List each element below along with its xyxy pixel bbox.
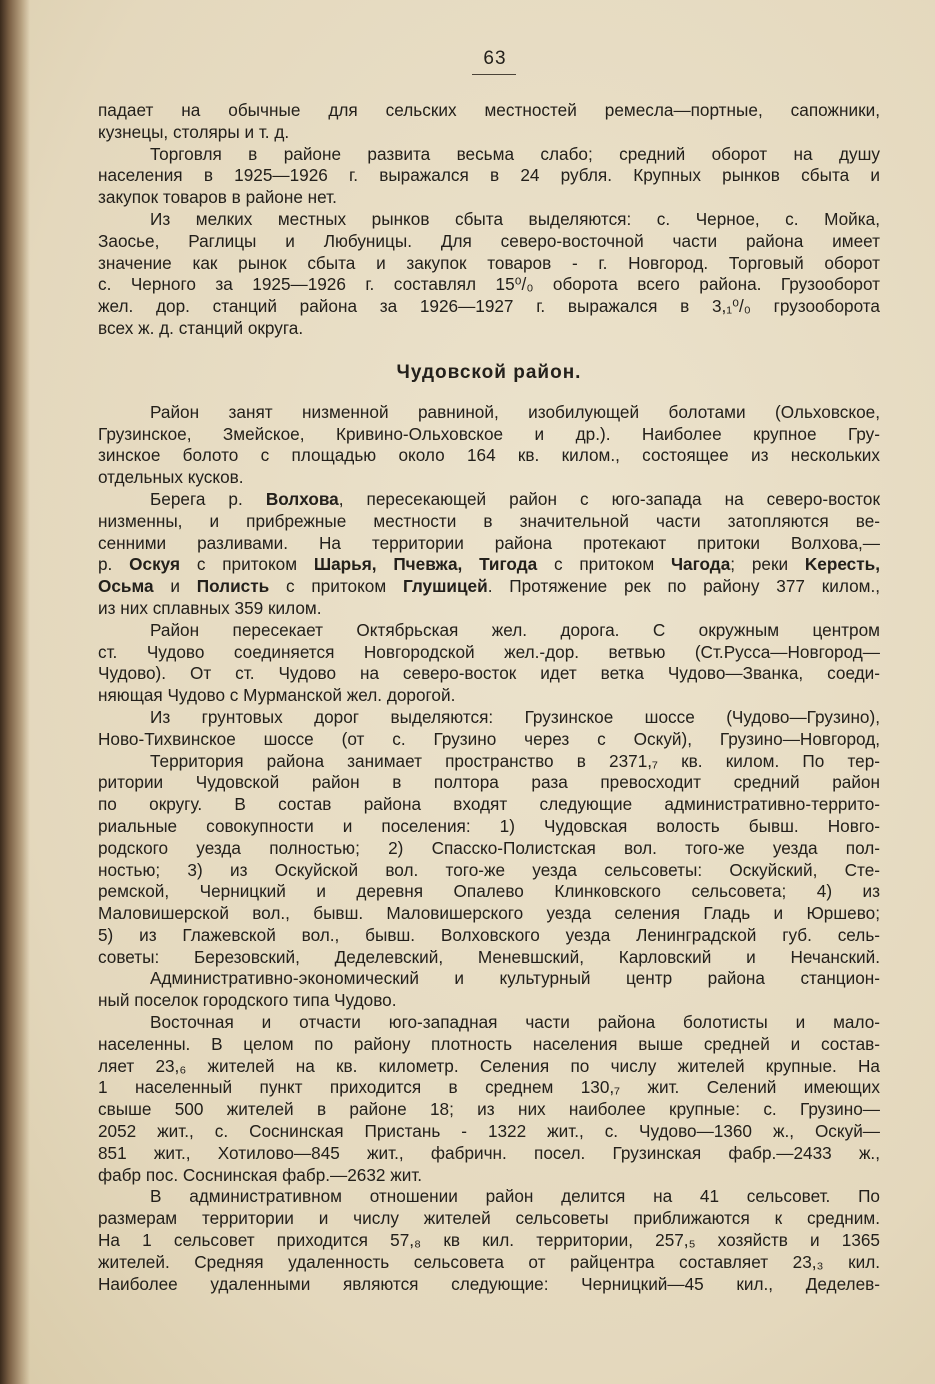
text-line: няющая Чудово с Мурманской жел. дорогой. [98,685,456,706]
text-line: ный поселок городского типа Чудово. [98,990,397,1011]
text-line: Берега р. Волхова, пересекающей район с юго-запада на северо-восток [150,488,880,509]
paragraphs-after-title [98,402,880,1296]
text-line: Район занят низменной равниной, изобилующей болотами (Ольховское, [150,401,880,422]
text-line: сенними разливами. На территории района протекают притоки Волхова,— [98,532,880,553]
text-line: Маловишерской вол., бывш. Маловишерского уезда селения Гладь и Юршево; [98,903,880,924]
text-line: Чудово). От ст. Чудово на северо-восток идет ветка Чудово—Званка, соеди- [98,663,880,684]
text-line: с. Черного за 1925—1926 г. составлял 15⁰/₀ оборота всего района. Грузооборот [98,274,880,295]
paragraphs-before-title [98,100,880,340]
text-line: Из мелких местных рынков сбыта выделяются: с. Черное, с. Мойка, [150,208,880,229]
text-line: В административном отношении район делится на 41 сельсовет. По [150,1186,880,1207]
text-line: риальные совокупности и поселения: 1) Чудовская волость бывш. Новго- [98,815,880,836]
text-line: Административно-экономический и культурный центр района станцион- [150,968,880,989]
text-line: Осьма и Полисть с притоком Глушицей. Протяжение рек по району 377 килом., [98,576,880,597]
text-line: падает на обычные для сельских местностей ремесла—портные, сапожники, [98,100,880,120]
text-line: 5) из Глажевской вол., бывш. Волховского уезда Ленинградской губ. сель- [98,924,880,945]
text-line: Из грунтовых дорог выделяются: Грузинское шоссе (Чудово—Грузино), [150,706,880,727]
text-line: Территория района занимает пространство в 2371,₇ кв. килом. По тер- [150,750,880,771]
text-line: зинское болото с площадью около 164 кв. килом., состоящее из нескольких [98,445,880,466]
text-line: Грузинское, Змейское, Кривино-Ольховское и др.). Наиболее крупное Гру- [98,423,880,444]
text-line: 1 населенный пункт приходится в среднем 130,₇ жит. Селений имеющих [98,1077,880,1098]
text-line: жел. дор. станций района за 1926—1927 г. выражался в 3,₁⁰/₀ грузооборота [98,296,880,317]
page-number-rule [472,74,516,75]
text-line: Район пересекает Октябрьская жел. дорога. С окружным центром [150,619,880,640]
text-line: жителей. Средняя удаленность сельсовета от райцентра составляет 23,₃ кил. [98,1251,880,1272]
text-line: по округу. В состав района входят следующие административно-террито- [98,794,880,815]
text-line: свыше 500 жителей в районе 18; из них наиболее крупные: с. Грузино— [98,1099,880,1120]
text-line: кузнецы, столяры и т. д. [98,121,290,142]
text-line: ляет 23,₆ жителей на кв. километр. Селения по числу жителей крупные. На [98,1055,880,1076]
text-line: населенны. В целом по району плотность населения выше средней и состав- [98,1033,880,1054]
text-line: населения в 1925—1926 г. выражался в 24 рубля. Крупных рынков сбыта и [98,165,880,186]
text-line: Наиболее удаленными являются следующие: Черницкий—45 кил., Деделев- [98,1273,880,1294]
page-number: 63 [483,48,507,69]
text-line: отдельных кусков. [98,467,244,488]
text-line: всех ж. д. станций округа. [98,317,304,338]
body-text [98,100,880,1295]
text-line: родского уезда полностью; 2) Спасско-Полистская вол. того-же уезда пол- [98,837,880,858]
text-line: ритории Чудовской район в полтора раза превосходит средний район [98,772,880,793]
text-line: низменны, и прибрежные местности в значительной части затопляются ве- [98,510,880,531]
text-line: Торговля в районе развита весьма слабо; средний оборот на душу [150,143,880,164]
text-line: размерам территории и числу жителей сельсоветы приближаются к средним. [98,1208,880,1229]
text-line: ремской, Черницкий и деревня Опалево Клинковского сельсовета; 4) из [98,881,880,902]
text-line: ст. Чудово соединяется Новгородской жел.-дор. ветвью (Ст.Русса—Новгород— [98,641,880,662]
text-line: На 1 сельсовет приходится 57,₈ кв кил. территории, 257,₅ хозяйств и 1365 [98,1230,880,1251]
text-line: Восточная и отчасти юго-западная части района болотисты и мало- [150,1012,880,1033]
text-line: р. Оскуя с притоком Шарья, Пчевжа, Тигода с притоком Чагода; реки Keресть, [98,554,880,575]
text-line: советы: Березовский, Деделевский, Меневшский, Карловский и Нечанский. [98,946,880,967]
section-title: Чудовской район. [396,361,582,383]
text-line: фабр пос. Соснинская фабр.—2632 жит. [98,1164,423,1185]
text-line: ностью; 3) из Оскуйской вол. того-же уезда сельсоветы: Оскуйский, Сте- [98,859,880,880]
text-line: значение как рынок сбыта и закупок товаров - г. Новгород. Торговый оборот [98,252,880,273]
text-line: закупок товаров в районе нет. [98,187,337,208]
text-line: 851 жит., Хотилово—845 жит., фабричн. посел. Грузинская фабр.—2433 ж., [98,1142,880,1163]
text-line: Заосье, Раглицы и Любуницы. Для северо-восточной части района имеет [98,230,880,251]
book-binding-edge [0,0,30,1384]
text-line: 2052 жит., с. Соснинская Пристань - 1322 жит., с. Чудово—1360 ж., Оскуй— [98,1121,880,1142]
text-line: из них сплавных 359 килом. [98,597,322,618]
text-line: Ново-Тихвинское шоссе (от с. Грузино через с Оскуй), Грузино—Новгород, [98,728,880,749]
